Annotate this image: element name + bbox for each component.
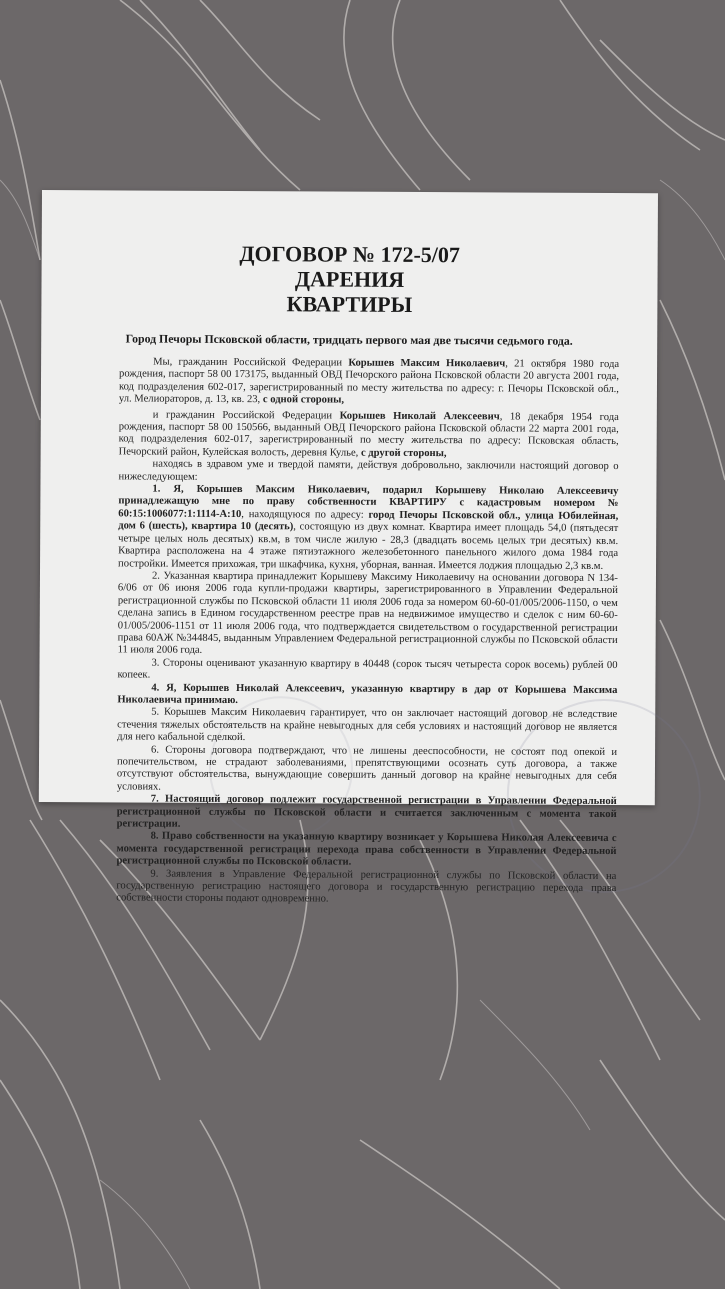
party-two: и гражданин Российской Федерации Корышев Николай Алексеевич, 18 декабря 1954 года рождения, паспорт 58 00 150566, выданный ОВД Печорского района Псковской области 22 марта 2001 года, код подразделения 602-017, зарегистрированный по месту жительства по адресу: Псковская область, Печорский район, Кулейская волость, деревня Кулье, с другой стороны,: [118, 409, 619, 459]
document-title: [41, 240, 657, 318]
party-two-name: Корышев Николай Алексеевич: [339, 410, 500, 423]
clause-6: 6. Стороны договора подтверждают, что не лишены дееспособности, не состоят под опекой и попечительством, не страдают заболеваниями, препятствующими осознать суть договора, а также отсутствуют обстоятельства, вынуждающие совершить данный договор на крайне невыгодных для себя условиях.: [116, 744, 618, 793]
title-line-1: ДОГОВОР № 172-5/07: [239, 241, 461, 268]
clause-5: 5. Корышев Максим Николаевич гарантирует, что он заключает настоящий договор не вследствие стечения тяжелых обстоятельств на крайне невыгодных для себя условиях и настоящий договор не является для него кабальной сделкой.: [117, 706, 618, 744]
title-line-3: КВАРТИРЫ: [286, 291, 413, 317]
clause-1: 1. Я, Корышев Максим Николаевич, подарил Корышеву Николаю Алексеевичу принадлежащую мне по праву собственности КВАРТИРУ с кадастровым номером № 60:15:1006077:1:1114-А:10, находящуюся по адресу: город Печоры Псковской обл., улица Юбилейная, дом 6 (шесть), квартира 10 (десять), состоящую из двух комнат. Квартира имеет площадь 54,0 (пятьдесят четыре целых ноль десятых) кв.м, в том числе жилую - 28,3 (двадцать восемь целых три десятых) кв.м. Квартира расположена на 4 этаже пятиэтажного железобетонного панельного жилого дома 1984 года постройки. Имеется прихожая, три шкафчика, кухня, уборная, ванная. Имеется лоджия площадью 2,3 кв.м.: [118, 483, 619, 572]
clause-2: 2. Указанная квартира принадлежит Корышеву Максиму Николаевичу на основании договора N 134-6/06 от 06 июня 2006 года купли-продажи квартиры, зарегистрированного в Управлении Федеральной регистрационной службы по Псковской области 11 июля 2006 года за номером 60-60-01/005/2006-1150, о чем сделана запись в Едином государственном реестре прав на недвижимое имущество и сделок с ним 60-60-01/005/2006-1151 от 11 июля 2006 года, что подтверждается свидетельством о государственной регистрации права 60АЖ №344845, выданным Управлением Федеральной регистрационной службы по Псковской области 11 июля 2006 года.: [117, 570, 619, 657]
party-one: Мы, гражданин Российской Федерации Корышев Максим Николаевич, 21 октября 1980 года рождения, паспорт 58 00 173175, выданный ОВД Печорского района Псковской области 20 августа 2001 года, код подразделения 602-017, зарегистрированный по месту жительства по адресу: г. Печоры Псковской обл., ул. Мелиораторов, д. 13, кв. 23, с одной стороны,: [118, 356, 620, 406]
clause-3: 3. Стороны оценивают указанную квартиру в 40448 (сорок тысяч четыреста сорок восемь) рублей 00 копеек.: [117, 657, 618, 681]
title-line-2: ДАРЕНИЯ: [294, 266, 405, 292]
clause-8: 8. Право собственности на указанную квартиру возникает у Корышева Николая Алексеевича с момента государственной регистрации перехода права собственности в Управлении Федеральной регистрационной службы по Псковской области.: [116, 831, 617, 868]
preamble: находясь в здравом уме и твердой памяти, действуя добровольно, заключили настоящий договор о нижеследующем:: [118, 458, 619, 483]
contract-document: [39, 190, 658, 905]
clause-9: 9. Заявления в Управление Федеральной регистрационной службы по Псковской области на государственную регистрацию настоящего договора и государственную регистрацию перехода права собственности стороны подают одновременно.: [116, 868, 617, 905]
place-date: Город Печоры Псковской области, тридцать первого мая две тысячи седьмого года.: [125, 331, 573, 348]
clause-4: 4. Я, Корышев Николай Алексеевич, указанную квартиру в дар от Корышева Максима Николаевича принимаю.: [117, 682, 618, 707]
party-one-name: Корышев Максим Николаевич: [348, 357, 506, 370]
clause-7: 7. Настоящий договор подлежит государственной регистрации в Управлении Федеральной регистрационной службы по Псковской области и считается заключенным с момента такой регистрации.: [116, 793, 617, 830]
contract-body: [116, 356, 619, 907]
